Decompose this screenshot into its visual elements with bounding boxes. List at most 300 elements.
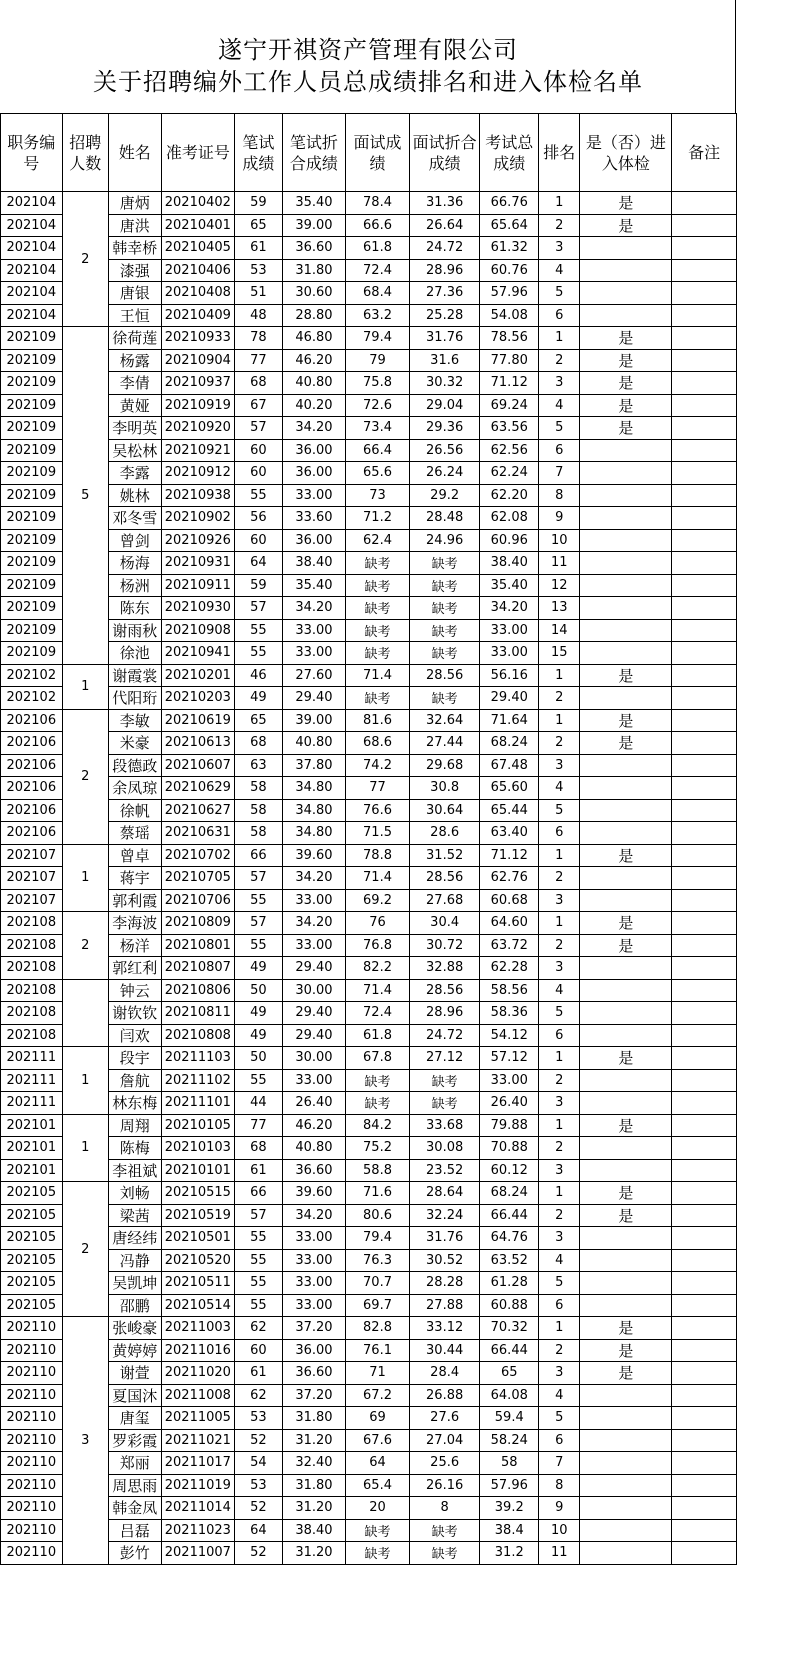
table-row	[1, 372, 737, 395]
cell-physical-exam	[580, 687, 672, 710]
cell-rank: 4	[539, 777, 580, 800]
cell-interview-weighted: 29.68	[409, 754, 480, 777]
cell-interview-score: 68.6	[346, 732, 410, 755]
cell-written-score: 68	[235, 372, 282, 395]
cell-remarks	[672, 1092, 737, 1115]
cell-rank: 6	[539, 1294, 580, 1317]
table-row	[1, 889, 737, 912]
cell-written-weighted: 38.40	[282, 552, 346, 575]
table-row	[1, 642, 737, 665]
cell-interview-score: 71	[346, 1362, 410, 1385]
cell-position-code: 202109	[1, 574, 63, 597]
cell-remarks	[672, 822, 737, 845]
cell-written-weighted: 34.80	[282, 777, 346, 800]
cell-position-code: 202110	[1, 1407, 63, 1430]
cell-ticket-number: 20210941	[161, 642, 235, 665]
table-row	[1, 574, 737, 597]
cell-physical-exam	[580, 1092, 672, 1115]
cell-written-weighted: 38.40	[282, 1519, 346, 1542]
cell-position-code: 202109	[1, 394, 63, 417]
cell-name: 唐玺	[109, 1407, 161, 1430]
cell-position-code: 202108	[1, 934, 63, 957]
cell-written-weighted: 29.40	[282, 1024, 346, 1047]
cell-total-score: 71.12	[480, 844, 539, 867]
cell-written-score: 55	[235, 1069, 282, 1092]
cell-physical-exam	[580, 484, 672, 507]
cell-name: 林东梅	[109, 1092, 161, 1115]
cell-physical-exam	[580, 1227, 672, 1250]
cell-written-score: 63	[235, 754, 282, 777]
cell-written-weighted: 36.60	[282, 1362, 346, 1385]
cell-interview-weighted: 27.12	[409, 1047, 480, 1070]
cell-written-score: 49	[235, 1002, 282, 1025]
cell-interview-weighted: 28.6	[409, 822, 480, 845]
cell-physical-exam: 是	[580, 912, 672, 935]
cell-rank: 5	[539, 799, 580, 822]
cell-written-weighted: 35.40	[282, 574, 346, 597]
cell-ticket-number: 20210706	[161, 889, 235, 912]
cell-interview-weighted: 缺考	[409, 1069, 480, 1092]
cell-remarks	[672, 304, 737, 327]
cell-written-score: 52	[235, 1429, 282, 1452]
header-quota: 招聘人数	[62, 114, 108, 192]
cell-name: 黄婷婷	[109, 1339, 161, 1362]
cell-quota	[62, 979, 108, 1047]
cell-ticket-number: 20211019	[161, 1474, 235, 1497]
cell-total-score: 54.08	[480, 304, 539, 327]
cell-ticket-number: 20211103	[161, 1047, 235, 1070]
cell-rank: 4	[539, 1384, 580, 1407]
cell-physical-exam	[580, 1159, 672, 1182]
cell-interview-weighted: 28.56	[409, 979, 480, 1002]
header-rank: 排名	[539, 114, 580, 192]
cell-written-score: 57	[235, 1204, 282, 1227]
table-row	[1, 529, 737, 552]
cell-remarks	[672, 1497, 737, 1520]
cell-written-weighted: 37.20	[282, 1317, 346, 1340]
cell-total-score: 60.88	[480, 1294, 539, 1317]
cell-remarks	[672, 664, 737, 687]
table-row	[1, 957, 737, 980]
cell-remarks	[672, 957, 737, 980]
cell-interview-score: 72.4	[346, 1002, 410, 1025]
cell-name: 李海波	[109, 912, 161, 935]
cell-total-score: 63.72	[480, 934, 539, 957]
cell-position-code: 202111	[1, 1069, 63, 1092]
cell-written-weighted: 46.20	[282, 1114, 346, 1137]
cell-name: 张峻豪	[109, 1317, 161, 1340]
cell-interview-weighted: 8	[409, 1497, 480, 1520]
table-row	[1, 1474, 737, 1497]
cell-physical-exam: 是	[580, 214, 672, 237]
cell-ticket-number: 20211017	[161, 1452, 235, 1475]
cell-interview-score: 61.8	[346, 237, 410, 260]
cell-position-code: 202111	[1, 1092, 63, 1115]
cell-physical-exam	[580, 1407, 672, 1430]
cell-total-score: 78.56	[480, 327, 539, 350]
cell-interview-weighted: 31.76	[409, 1227, 480, 1250]
cell-rank: 3	[539, 1159, 580, 1182]
cell-remarks	[672, 687, 737, 710]
cell-written-weighted: 40.20	[282, 394, 346, 417]
cell-interview-weighted: 26.16	[409, 1474, 480, 1497]
cell-name: 冯静	[109, 1249, 161, 1272]
cell-ticket-number: 20210501	[161, 1227, 235, 1250]
cell-interview-score: 84.2	[346, 1114, 410, 1137]
cell-physical-exam	[580, 259, 672, 282]
cell-position-code: 202108	[1, 1002, 63, 1025]
cell-name: 段德政	[109, 754, 161, 777]
cell-ticket-number: 20210619	[161, 709, 235, 732]
cell-total-score: 60.76	[480, 259, 539, 282]
cell-total-score: 56.16	[480, 664, 539, 687]
cell-written-weighted: 40.80	[282, 732, 346, 755]
cell-total-score: 63.56	[480, 417, 539, 440]
table-row	[1, 867, 737, 890]
cell-name: 唐洪	[109, 214, 161, 237]
cell-ticket-number: 20210607	[161, 754, 235, 777]
cell-remarks	[672, 1519, 737, 1542]
cell-position-code: 202102	[1, 687, 63, 710]
cell-written-weighted: 26.40	[282, 1092, 346, 1115]
cell-interview-score: 69	[346, 1407, 410, 1430]
cell-interview-score: 80.6	[346, 1204, 410, 1227]
cell-ticket-number: 20210705	[161, 867, 235, 890]
cell-position-code: 202104	[1, 304, 63, 327]
table-row	[1, 1069, 737, 1092]
cell-interview-score: 20	[346, 1497, 410, 1520]
header-physical-exam: 是（否）进入体检	[580, 114, 672, 192]
cell-remarks	[672, 732, 737, 755]
cell-physical-exam: 是	[580, 1204, 672, 1227]
cell-physical-exam	[580, 1452, 672, 1475]
cell-interview-score: 71.4	[346, 867, 410, 890]
cell-written-score: 65	[235, 709, 282, 732]
cell-physical-exam	[580, 1137, 672, 1160]
table-row	[1, 484, 737, 507]
table-row	[1, 1407, 737, 1430]
cell-written-weighted: 33.00	[282, 484, 346, 507]
cell-ticket-number: 20210933	[161, 327, 235, 350]
cell-total-score: 66.44	[480, 1204, 539, 1227]
cell-ticket-number: 20210514	[161, 1294, 235, 1317]
cell-interview-weighted: 23.52	[409, 1159, 480, 1182]
cell-ticket-number: 20210809	[161, 912, 235, 935]
cell-rank: 10	[539, 529, 580, 552]
cell-position-code: 202104	[1, 259, 63, 282]
cell-written-score: 58	[235, 822, 282, 845]
cell-remarks	[672, 394, 737, 417]
cell-written-weighted: 39.60	[282, 1182, 346, 1205]
cell-physical-exam	[580, 754, 672, 777]
cell-position-code: 202107	[1, 889, 63, 912]
cell-physical-exam	[580, 282, 672, 305]
cell-written-score: 62	[235, 1384, 282, 1407]
cell-position-code: 202109	[1, 327, 63, 350]
cell-written-weighted: 46.80	[282, 327, 346, 350]
cell-physical-exam	[580, 957, 672, 980]
cell-position-code: 202104	[1, 282, 63, 305]
cell-interview-weighted: 30.32	[409, 372, 480, 395]
cell-physical-exam	[580, 799, 672, 822]
cell-interview-weighted: 30.52	[409, 1249, 480, 1272]
cell-name: 郭红利	[109, 957, 161, 980]
cell-written-score: 55	[235, 619, 282, 642]
cell-name: 段宇	[109, 1047, 161, 1070]
cell-total-score: 62.56	[480, 439, 539, 462]
cell-position-code: 202110	[1, 1317, 63, 1340]
cell-written-score: 66	[235, 844, 282, 867]
cell-physical-exam: 是	[580, 709, 672, 732]
cell-ticket-number: 20210105	[161, 1114, 235, 1137]
cell-written-weighted: 39.00	[282, 214, 346, 237]
cell-position-code: 202110	[1, 1519, 63, 1542]
table-row	[1, 507, 737, 530]
cell-name: 李倩	[109, 372, 161, 395]
cell-total-score: 60.96	[480, 529, 539, 552]
cell-interview-score: 66.4	[346, 439, 410, 462]
cell-written-score: 55	[235, 1294, 282, 1317]
cell-remarks	[672, 1069, 737, 1092]
cell-written-weighted: 33.00	[282, 1294, 346, 1317]
cell-physical-exam	[580, 507, 672, 530]
cell-physical-exam: 是	[580, 1182, 672, 1205]
cell-written-score: 58	[235, 799, 282, 822]
cell-name: 徐荷莲	[109, 327, 161, 350]
table-row	[1, 462, 737, 485]
cell-written-weighted: 27.60	[282, 664, 346, 687]
cell-position-code: 202109	[1, 552, 63, 575]
cell-written-score: 52	[235, 1497, 282, 1520]
cell-rank: 5	[539, 1407, 580, 1430]
cell-remarks	[672, 1047, 737, 1070]
cell-name: 梁茜	[109, 1204, 161, 1227]
cell-written-weighted: 36.00	[282, 1339, 346, 1362]
cell-ticket-number: 20210908	[161, 619, 235, 642]
cell-physical-exam	[580, 462, 672, 485]
table-row	[1, 237, 737, 260]
cell-interview-score: 77	[346, 777, 410, 800]
table-row	[1, 979, 737, 1002]
cell-total-score: 35.40	[480, 574, 539, 597]
cell-remarks	[672, 237, 737, 260]
cell-name: 杨露	[109, 349, 161, 372]
cell-position-code: 202101	[1, 1114, 63, 1137]
cell-total-score: 58.56	[480, 979, 539, 1002]
cell-total-score: 62.24	[480, 462, 539, 485]
cell-total-score: 71.12	[480, 372, 539, 395]
table-row	[1, 1497, 737, 1520]
table-row	[1, 304, 737, 327]
header-position-code: 职务编号	[1, 114, 63, 192]
cell-rank: 3	[539, 1227, 580, 1250]
cell-written-weighted: 34.80	[282, 822, 346, 845]
cell-interview-weighted: 28.64	[409, 1182, 480, 1205]
cell-interview-score: 58.8	[346, 1159, 410, 1182]
cell-position-code: 202109	[1, 372, 63, 395]
cell-interview-weighted: 32.88	[409, 957, 480, 980]
cell-position-code: 202101	[1, 1159, 63, 1182]
cell-remarks	[672, 799, 737, 822]
cell-rank: 2	[539, 687, 580, 710]
cell-remarks	[672, 529, 737, 552]
cell-quota: 5	[62, 327, 108, 665]
cell-name: 郭利霞	[109, 889, 161, 912]
cell-written-score: 77	[235, 1114, 282, 1137]
cell-ticket-number: 20210405	[161, 237, 235, 260]
cell-interview-score: 缺考	[346, 1519, 410, 1542]
cell-ticket-number: 20211021	[161, 1429, 235, 1452]
cell-rank: 3	[539, 1092, 580, 1115]
header-remarks: 备注	[672, 114, 737, 192]
header-written-score: 笔试成绩	[235, 114, 282, 192]
cell-interview-score: 62.4	[346, 529, 410, 552]
cell-total-score: 67.48	[480, 754, 539, 777]
cell-physical-exam: 是	[580, 372, 672, 395]
table-row	[1, 777, 737, 800]
cell-remarks	[672, 1114, 737, 1137]
cell-interview-score: 缺考	[346, 574, 410, 597]
cell-ticket-number: 20210931	[161, 552, 235, 575]
table-row	[1, 282, 737, 305]
cell-interview-score: 缺考	[346, 642, 410, 665]
cell-interview-weighted: 28.96	[409, 259, 480, 282]
cell-name: 唐银	[109, 282, 161, 305]
cell-remarks	[672, 1542, 737, 1565]
cell-total-score: 68.24	[480, 732, 539, 755]
cell-written-score: 49	[235, 687, 282, 710]
cell-interview-score: 71.5	[346, 822, 410, 845]
cell-rank: 3	[539, 957, 580, 980]
cell-name: 周思雨	[109, 1474, 161, 1497]
cell-written-weighted: 31.20	[282, 1497, 346, 1520]
cell-written-weighted: 33.00	[282, 619, 346, 642]
cell-interview-weighted: 缺考	[409, 574, 480, 597]
cell-interview-score: 76.8	[346, 934, 410, 957]
cell-written-weighted: 39.00	[282, 709, 346, 732]
cell-written-score: 61	[235, 1362, 282, 1385]
cell-remarks	[672, 349, 737, 372]
cell-position-code: 202110	[1, 1497, 63, 1520]
cell-written-weighted: 30.00	[282, 979, 346, 1002]
cell-interview-score: 71.4	[346, 979, 410, 1002]
cell-total-score: 64.60	[480, 912, 539, 935]
cell-ticket-number: 20210520	[161, 1249, 235, 1272]
cell-ticket-number: 20210629	[161, 777, 235, 800]
cell-interview-score: 76	[346, 912, 410, 935]
cell-ticket-number: 20211008	[161, 1384, 235, 1407]
cell-quota: 1	[62, 664, 108, 709]
cell-physical-exam	[580, 304, 672, 327]
cell-ticket-number: 20210904	[161, 349, 235, 372]
cell-written-score: 68	[235, 732, 282, 755]
cell-written-weighted: 33.00	[282, 1249, 346, 1272]
cell-position-code: 202109	[1, 349, 63, 372]
cell-name: 李露	[109, 462, 161, 485]
cell-total-score: 57.96	[480, 282, 539, 305]
cell-name: 徐池	[109, 642, 161, 665]
cell-written-score: 60	[235, 1339, 282, 1362]
cell-interview-weighted: 27.88	[409, 1294, 480, 1317]
table-row	[1, 1362, 737, 1385]
cell-interview-score: 65.4	[346, 1474, 410, 1497]
cell-remarks	[672, 484, 737, 507]
cell-rank: 4	[539, 394, 580, 417]
cell-physical-exam	[580, 1497, 672, 1520]
cell-position-code: 202104	[1, 237, 63, 260]
cell-written-score: 48	[235, 304, 282, 327]
cell-ticket-number: 20210408	[161, 282, 235, 305]
cell-rank: 1	[539, 709, 580, 732]
cell-position-code: 202105	[1, 1272, 63, 1295]
cell-total-score: 54.12	[480, 1024, 539, 1047]
cell-ticket-number: 20211102	[161, 1069, 235, 1092]
cell-written-score: 52	[235, 1542, 282, 1565]
cell-remarks	[672, 844, 737, 867]
header-name: 姓名	[109, 114, 161, 192]
cell-written-score: 54	[235, 1452, 282, 1475]
cell-written-weighted: 33.00	[282, 934, 346, 957]
cell-physical-exam	[580, 1542, 672, 1565]
cell-ticket-number: 20210401	[161, 214, 235, 237]
table-row	[1, 1294, 737, 1317]
table-row	[1, 1542, 737, 1565]
cell-position-code: 202106	[1, 709, 63, 732]
cell-written-score: 57	[235, 597, 282, 620]
cell-interview-weighted: 缺考	[409, 642, 480, 665]
cell-written-weighted: 29.40	[282, 957, 346, 980]
cell-interview-weighted: 29.2	[409, 484, 480, 507]
cell-quota: 2	[62, 192, 108, 327]
cell-rank: 1	[539, 912, 580, 935]
cell-ticket-number: 20211016	[161, 1339, 235, 1362]
header-total-score: 考试总成绩	[480, 114, 539, 192]
header-interview-weighted: 面试折合成绩	[409, 114, 480, 192]
cell-remarks	[672, 1249, 737, 1272]
cell-total-score: 31.2	[480, 1542, 539, 1565]
cell-interview-weighted: 31.52	[409, 844, 480, 867]
cell-interview-score: 缺考	[346, 1069, 410, 1092]
cell-ticket-number: 20210702	[161, 844, 235, 867]
cell-remarks	[672, 867, 737, 890]
cell-remarks	[672, 1384, 737, 1407]
cell-ticket-number: 20211020	[161, 1362, 235, 1385]
cell-interview-score: 63.2	[346, 304, 410, 327]
cell-rank: 5	[539, 417, 580, 440]
cell-written-score: 50	[235, 1047, 282, 1070]
cell-total-score: 57.12	[480, 1047, 539, 1070]
cell-interview-score: 81.6	[346, 709, 410, 732]
cell-physical-exam: 是	[580, 192, 672, 215]
cell-ticket-number: 20210515	[161, 1182, 235, 1205]
cell-physical-exam: 是	[580, 1362, 672, 1385]
cell-position-code: 202106	[1, 777, 63, 800]
cell-interview-score: 79.4	[346, 1227, 410, 1250]
cell-rank: 1	[539, 327, 580, 350]
cell-physical-exam: 是	[580, 327, 672, 350]
cell-interview-weighted: 缺考	[409, 552, 480, 575]
cell-written-score: 60	[235, 439, 282, 462]
cell-written-weighted: 34.80	[282, 799, 346, 822]
cell-interview-weighted: 24.72	[409, 237, 480, 260]
cell-remarks	[672, 1272, 737, 1295]
cell-name: 詹航	[109, 1069, 161, 1092]
cell-interview-score: 69.2	[346, 889, 410, 912]
cell-written-score: 57	[235, 867, 282, 890]
cell-ticket-number: 20210101	[161, 1159, 235, 1182]
cell-remarks	[672, 777, 737, 800]
cell-remarks	[672, 552, 737, 575]
